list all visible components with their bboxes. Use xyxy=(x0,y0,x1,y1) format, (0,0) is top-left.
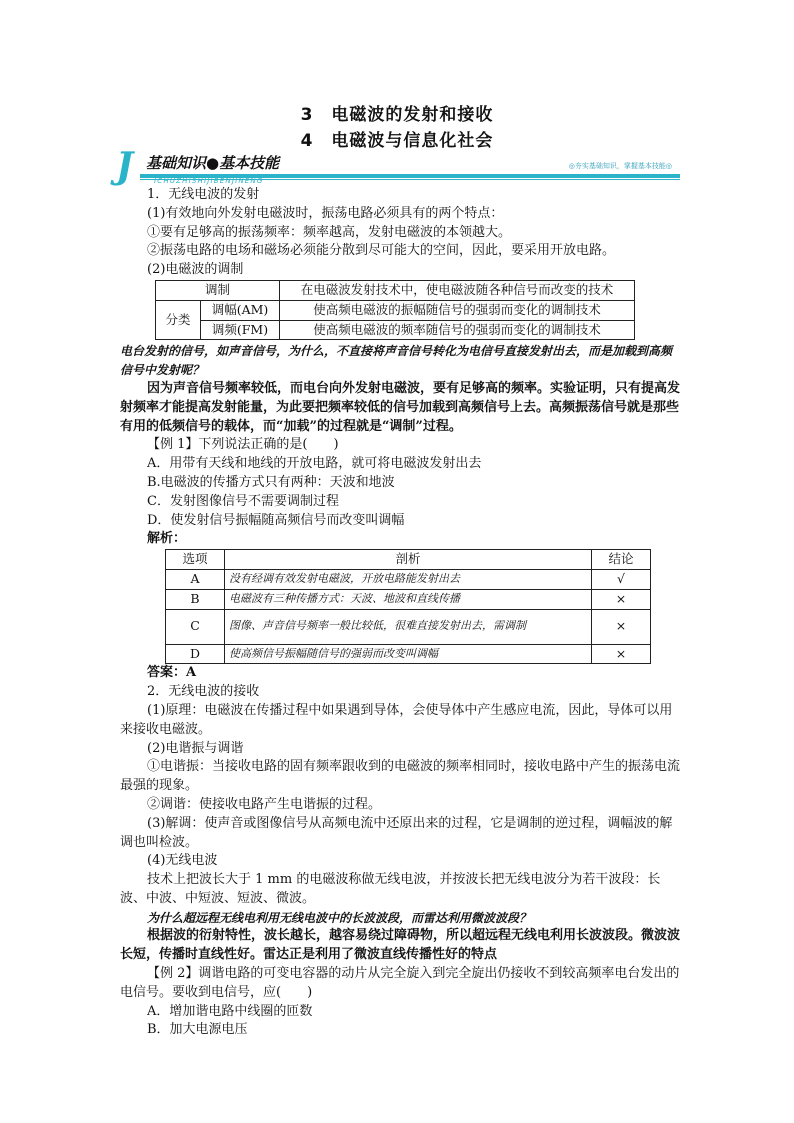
table-header: 结论 xyxy=(592,550,651,570)
section1-heading: 1．无线电波的发射 xyxy=(147,187,260,202)
analysis-table xyxy=(165,549,651,664)
main-content xyxy=(120,186,680,1040)
table-row xyxy=(156,300,635,320)
table-cell: 调制 xyxy=(156,280,280,300)
table-row xyxy=(166,644,651,664)
table-cell: 没有经调有效发射电磁波，开放电路能发射出去 xyxy=(225,569,592,589)
check-icon: √ xyxy=(592,569,651,589)
section1-p3: ②振荡电路的电场和磁场必须能分散到尽可能大的空间，因此，要采用开放电路。 xyxy=(147,243,616,259)
question-1: 电台发射的信号，如声音信号，为什么，不直接将声音信号转化为电信号直接发射出去，而是加载到高频信号中发射呢？ xyxy=(120,344,673,378)
example2-option-a: A．增加谐电路中线圈的匝数 xyxy=(147,1003,313,1019)
table-cell: 调幅(AM) xyxy=(201,300,280,320)
table-cell: 使高频信号振幅随信号的强弱而改变叫调幅 xyxy=(225,644,592,664)
example1-option-a: A．用带有天线和地线的开放电路，就可将电磁波发射出去 xyxy=(147,456,482,472)
table-cell: B xyxy=(166,589,225,609)
section2-p5: (3)解调：使声音或图像信号从高频电流中还原出来的过程，它是调制的逆过程，调幅波的解调也叫检波。 xyxy=(120,815,673,850)
banner-logo-letter: J xyxy=(116,145,134,187)
banner-pinyin: ICHUZHISHIJIBENJINENG xyxy=(154,177,264,185)
section2-heading: 2．无线电波的接收 xyxy=(147,684,260,700)
question-2: 为什么超远程无线电利用无线电波中的长波波段，而雷达利用微波波段？ xyxy=(147,910,532,925)
section2-p4: ②调谐：使接收电路产生电谐振的过程。 xyxy=(147,796,382,812)
example1-option-c: C．发射图像信号不需要调制过程 xyxy=(147,493,339,509)
table-header: 剖析 xyxy=(225,550,592,570)
cross-icon: × xyxy=(592,644,651,664)
section2-p3: ①电谐振：当接收电路的固有频率跟收到的电磁波的频率相同时，接收电路中产生的振荡电流最强的现象。 xyxy=(120,759,681,794)
table-cell: A xyxy=(166,569,225,589)
example2-stem: 【例 2】调谐电路的可变电容器的动片从完全旋入到完全旋出仍接收不到较高频率电台发出的电信号。要收到电信号，应( ) xyxy=(120,966,680,1000)
table-cell: 电磁波有三种传播方式：天波、地波和直线传播 xyxy=(225,589,592,609)
section1-p1: (1)有效地向外发射电磁波时，振荡电路必须具有的两个特点： xyxy=(147,205,504,221)
example1-answer: 答案：A xyxy=(147,665,197,681)
banner-right-note: ◎夯实基础知识，掌握基本技能◎ xyxy=(568,162,672,170)
section2-p6: (4)无线电波 xyxy=(147,853,218,869)
cross-icon: × xyxy=(592,589,651,609)
table-cell: 图像、声音信号频率一般比较低，很难直接发射出去，需调制 xyxy=(225,609,592,644)
section-banner xyxy=(116,145,680,188)
answer-1: 因为声音信号频率较低，而电台向外发射电磁波，要有足够高的频率。实验证明，只有提高发射频率才能提高发射能量，为此要把频率较低的信号加载到高频信号上去。高频振荡信号就是那些有用的低频信号的载体，而“加载”的过程就是“调制”过程。 xyxy=(120,380,681,434)
table-cell: 调频(FM) xyxy=(201,320,280,340)
table-row xyxy=(166,569,651,589)
analysis-label: 解析： xyxy=(147,531,187,547)
title-line-2: 4 电磁波与信息化社会 xyxy=(300,131,494,151)
example1-option-b: B.电磁波的传播方式只有两种：天波和地波 xyxy=(147,474,395,490)
table-row xyxy=(166,609,651,644)
section2-p7: 技术上把波长大于 1 mm 的电磁波称做无线电波，并按波长把无线电波分为若干波段：长波、中波、中短波、短波、微波。 xyxy=(120,872,661,906)
section1-p2: ①要有足够高的振荡频率：频率越高，发射电磁波的本领越大。 xyxy=(147,224,512,240)
example2-option-b: B．加大电源电压 xyxy=(147,1022,248,1038)
table-cell: C xyxy=(166,609,225,644)
example1-option-d: D．使发射信号振幅随高频信号而改变叫调幅 xyxy=(147,512,405,528)
table-row xyxy=(156,320,635,340)
answer-2: 根据波的衍射特性，波长越长，越容易绕过障碍物，所以超远程无线电利用长波波段。微波波长短，传播时直线性好。雷达正是利用了微波直线传播性好的特点 xyxy=(120,928,681,963)
cross-icon: × xyxy=(592,609,651,644)
table-header-row xyxy=(166,550,651,570)
table-row xyxy=(156,280,635,300)
modulation-table xyxy=(155,280,635,340)
table-cell: D xyxy=(166,644,225,664)
section1-p4: (2)电磁波的调制 xyxy=(147,262,244,278)
table-cell: 使高频电磁波的频率随信号的强弱而变化的调制技术 xyxy=(280,320,635,340)
table-cell-group: 分类 xyxy=(156,300,201,340)
table-row xyxy=(166,589,651,609)
table-cell: 使高频电磁波的振幅随信号的强弱而变化的调制技术 xyxy=(280,300,635,320)
banner-title: 基础知识●基本技能 xyxy=(146,154,280,172)
section2-p1: (1)原理：电磁波在传播过程中如果遇到导体，会使导体中产生感应电流，因此，导体可以用来接收电磁波。 xyxy=(120,702,673,737)
example1-stem: 【例 1】下列说法正确的是( ) xyxy=(147,437,339,453)
section2-p2: (2)电谐振与调谐 xyxy=(147,740,244,756)
table-cell: 在电磁波发射技术中，使电磁波随各种信号而改变的技术 xyxy=(280,280,635,300)
table-header: 选项 xyxy=(166,550,225,570)
title-line-1: 3 电磁波的发射和接收 xyxy=(300,105,494,125)
